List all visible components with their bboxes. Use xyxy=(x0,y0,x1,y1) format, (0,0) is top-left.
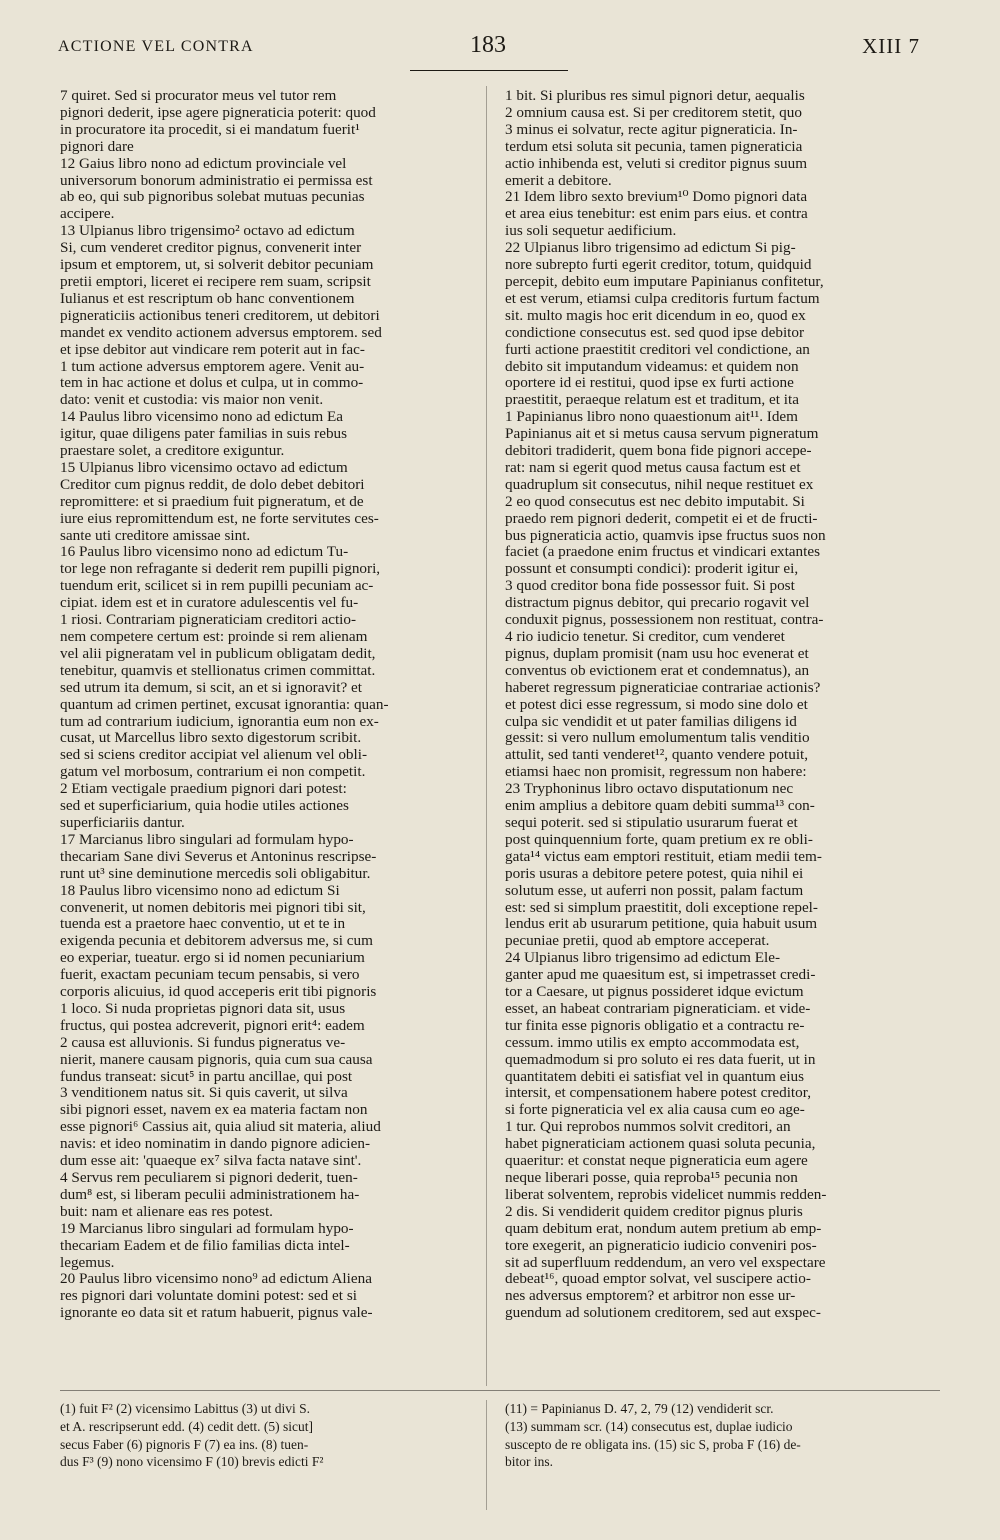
text-line: sed utrum ita demum, si scit, an et si ignoravit? et xyxy=(60,679,362,696)
text-line: furti actione praestitit creditori vel condictione, an xyxy=(505,341,810,358)
text-line: vel alii pigneratam vel in publicum obligatam dedit, xyxy=(60,645,376,662)
text-line: esset, an habeat contrariam pigneraticiam. et vide- xyxy=(505,1000,811,1017)
text-line: esse pignori⁶ Cassius ait, quia aliud sit materia, aliud xyxy=(60,1119,381,1136)
text-line: 15 Ulpianus libro vicensimo octavo ad edictum xyxy=(60,459,348,476)
text-line: ipsum et emptorem, ut, si solverit debitor pecuniam xyxy=(60,257,374,274)
text-line: 1 tum actione adversus emptorem agere. Venit au- xyxy=(60,358,365,375)
text-line: fuerit, exactam pecuniam tecum pensabis, si vero xyxy=(60,967,360,984)
text-line: tor lege non refragante si dederit rem pupilli pignori, xyxy=(60,561,381,578)
footnote-line: et A. rescripserunt edd. (4) cedit dett. (5) sicut] xyxy=(60,1418,314,1434)
text-line: cusat, ut Marcellus libro sexto digestorum scribit. xyxy=(60,730,362,747)
text-line: Iulianus et est rescriptum ob hanc conventionem xyxy=(60,290,355,307)
text-line: navis: et ideo nominatim in dando pignore adicien- xyxy=(60,1136,371,1153)
text-line: quaeritur: et constat neque pigneraticia eum agere xyxy=(505,1153,808,1170)
text-line: guendum ad solutionem creditorem, sed aut exspec- xyxy=(505,1305,821,1322)
text-line: 14 Paulus libro vicensimo nono ad edictum Ea xyxy=(60,409,344,426)
text-line: rat: nam si egerit quod metus causa factum est et xyxy=(505,459,801,476)
text-line: Creditor cum pignus reddit, de dolo debet debitori xyxy=(60,476,365,493)
text-line: 12 Gaius libro nono ad edictum provinciale vel xyxy=(60,155,347,172)
text-line: 2 causa est alluvionis. Si fundus pigneratus ve- xyxy=(60,1034,346,1051)
text-line: sit ad superfluum reddendum, an vero vel exspectare xyxy=(505,1254,826,1271)
text-line: actio inhibenda est, veluti si creditor pignus suum xyxy=(505,155,808,172)
text-line: habet pigneraticiam actionem quasi soluta pecunia, xyxy=(505,1136,816,1153)
text-line: liberat solventem, reprobis videlicet nummis redden- xyxy=(505,1186,827,1203)
text-line: tore exegerit, an pigneraticio iudicio conveniri pos- xyxy=(505,1237,817,1254)
text-line: bus pigneraticia actio, quamvis ipse fructus suos non xyxy=(505,527,826,544)
text-line: convenerit, ut nomen debitoris mei pignori tibi sit, xyxy=(60,899,366,916)
text-line: igitur, quae diligens pater familias in suis rebus xyxy=(60,426,348,443)
text-line: attulit, sed tanti venderet¹², quanto vendere potuit, xyxy=(505,747,809,764)
text-line: cipiat. idem est et in curatore adulescentis vel fu- xyxy=(60,595,359,612)
text-line: quadruplum sit consecutus, nihil neque restituet ex xyxy=(505,476,814,493)
footnote-line: dus F³ (9) nono vicensimo F (10) brevis edicti F² xyxy=(60,1454,324,1470)
text-line: legemus. xyxy=(60,1254,115,1271)
text-line: etiamsi haec non promisit, regressum non habere: xyxy=(505,764,807,781)
text-line: fructus, qui postea adcreverit, pignori erit⁴: eadem xyxy=(60,1017,365,1034)
running-head-left: ACTIONE VEL CONTRA xyxy=(58,38,254,55)
text-line: tem in hac actione et dolus et culpa, ut in commo- xyxy=(60,375,364,392)
text-line: nore subrepto furti egerit creditor, totum, quidquid xyxy=(505,257,812,274)
text-line: tum ad contrarium iudicium, ignorantia eum non ex- xyxy=(60,713,379,730)
text-line: quantum ad crimen pertinet, excusat ignorantia: quan- xyxy=(60,696,389,713)
text-line: debitori tradiderit, quem bona fide pignori accepe- xyxy=(505,443,812,460)
text-line: 7 quiret. Sed si procurator meus vel tutor rem xyxy=(60,88,337,104)
text-line: tuenda est a praetore haec conventio, ut et te in xyxy=(60,916,346,933)
text-line: in procuratore ita procedit, si ei mandatum fuerit¹ xyxy=(60,121,360,138)
text-line: iure eius repromittendum est, ne forte servitutes ces- xyxy=(60,510,379,527)
text-line: 23 Tryphoninus libro octavo disputationum nec xyxy=(505,781,794,798)
text-line: poris usuras a debitore petere potest, quia nihil ei xyxy=(505,865,804,882)
footnotes-right xyxy=(505,1400,923,1471)
text-line: buit: nam et alienare eas res potest. xyxy=(60,1203,273,1220)
footnotes-left xyxy=(60,1400,478,1471)
text-line: debito sit imputandum videamus: et quidem non xyxy=(505,358,799,375)
text-line: pignus, duplam promisit (nam usu hoc evenerat et xyxy=(505,645,809,662)
text-line: emerit a debitore. xyxy=(505,172,612,189)
text-line: 18 Paulus libro vicensimo nono ad edictum Si xyxy=(60,882,340,899)
text-line: distractum pignus debitor, qui precario rogavit vel xyxy=(505,595,810,612)
text-line: 24 Ulpianus libro trigensimo ad edictum Ele- xyxy=(505,950,781,967)
page-number: 183 xyxy=(470,32,506,58)
text-line: neque liberari posse, quia reproba¹⁵ pecunia non xyxy=(505,1170,798,1186)
text-line: thecariam Sane divi Severus et Antoninus rescripse- xyxy=(60,848,377,865)
text-line: praedo rem pignori dederit, competit ei et de fructi- xyxy=(505,510,818,527)
text-line: quemadmodum si pro soluto ei res data fuerit, ut in xyxy=(505,1051,816,1068)
text-line: Papinianus ait et si metus causa servum pigneratum xyxy=(505,426,819,443)
text-line: 16 Paulus libro vicensimo nono ad edictum Tu- xyxy=(60,544,349,561)
text-line: sante uti creditore amissae sint. xyxy=(60,527,251,544)
text-line: tor a Caesare, ut pignus possideret idque evictum xyxy=(505,984,804,1001)
text-line: 2 eo quod consecutus est nec debito imputabit. Si xyxy=(505,493,805,510)
text-line: gatum vel morbosum, contrarium ei non competit. xyxy=(60,764,366,781)
text-line: sed et superficiarium, quia hodie utiles actiones xyxy=(60,798,349,815)
text-line: dum esse ait: 'quaeque ex⁷ silva facta natave sint'. xyxy=(60,1153,362,1170)
text-line: dum⁸ est, si liberam peculii administrationem ha- xyxy=(60,1186,360,1203)
text-line: pignori dare xyxy=(60,138,134,155)
text-line: pretii emptori, liceret ei recipere rem suam, scripsit xyxy=(60,273,371,290)
text-line: universorum bonorum administratio ei permissa est xyxy=(60,172,373,189)
text-line: est: sed si simplum praestitit, doli exceptione repel- xyxy=(505,899,818,916)
text-line: eo experiar, tueatur. ergo si id nomen pecuniarium xyxy=(60,950,365,967)
text-line: enim amplius a debitore quam debiti summa¹³ con- xyxy=(505,798,815,815)
text-line: et ipse debitor aut vindicare rem poterit aut in fac- xyxy=(60,341,365,358)
text-line: culpa sic vendidit et ut pater familias diligens id xyxy=(505,713,797,730)
left-text-column xyxy=(60,88,478,1322)
text-line: possunt et consumpti condici): proderit igitur ei, xyxy=(505,561,799,578)
column-divider xyxy=(486,86,487,1386)
text-line: 1 riosi. Contrariam pigneraticiam creditori actio- xyxy=(60,612,357,629)
text-line: thecariam Eadem et de filio familias dicta intel- xyxy=(60,1237,350,1254)
text-line: terdum etsi soluta sit pecunia, tamen pigneraticia xyxy=(505,138,803,155)
text-line: et potest dici esse regressum, si modo sine dolo et xyxy=(505,696,808,713)
text-line: quam debitum erat, nondum autem pretium ab emp- xyxy=(505,1220,822,1237)
text-line: si forte pigneraticia vel ex alia causa cum eo age- xyxy=(505,1102,805,1119)
text-line: 3 venditionem natus sit. Si quis caverit, ut silva xyxy=(60,1085,348,1102)
text-line: 1 bit. Si pluribus res simul pignori detur, aequalis xyxy=(505,88,805,104)
text-line: Si, cum venderet creditor pignus, convenerit inter xyxy=(60,240,362,257)
text-line: 19 Marcianus libro singulari ad formulam hypo- xyxy=(60,1220,354,1237)
text-line: oportere id ei restitui, quod ipse ex furti actione xyxy=(505,375,794,392)
text-line: nierit, manere causam pignoris, quia cum sua causa xyxy=(60,1051,373,1068)
running-head-right: XIII 7 xyxy=(862,34,920,58)
footnote-line: bitor ins. xyxy=(505,1454,554,1470)
right-text-column xyxy=(505,88,923,1322)
text-line: 22 Ulpianus libro trigensimo ad edictum Si pig- xyxy=(505,240,796,257)
text-line: exigenda pecunia et debitorem adversus me, si cum xyxy=(60,933,373,950)
text-line: pigneraticiis actionibus teneri creditorem, ut debitori xyxy=(60,307,380,324)
text-line: faciet (a praedone enim fructus et vindicari extantes xyxy=(505,544,820,561)
footnote-line: (1) fuit F² (2) vicensimo Labittus (3) ut divi S. xyxy=(60,1401,311,1416)
text-line: 21 Idem libro sexto brevium¹⁰ Domo pignori data xyxy=(505,189,808,206)
text-line: 2 omnium causa est. Si per creditorem stetit, quo xyxy=(505,104,802,121)
footnote-rule xyxy=(60,1390,940,1391)
text-line: praestitit, peraeque relatum est et traditum, et ita xyxy=(505,392,799,409)
text-line: ab eo, qui sub pignoribus solebat mutuas pecunias xyxy=(60,189,365,206)
text-line: condictione consecutus est. sed quod ipse debitor xyxy=(505,324,805,341)
text-line: res pignori dari voluntate domini potest: sed et si xyxy=(60,1288,357,1305)
footnote-divider xyxy=(486,1400,487,1510)
text-line: pignori dederit, ipse agere pigneraticia poterit: quod xyxy=(60,104,376,121)
footnote-line: (11) = Papinianus D. 47, 2, 79 (12) vendiderit scr. xyxy=(505,1401,774,1416)
text-line: repromittere: et si praedium fuit pigneratum, et de xyxy=(60,493,364,510)
text-line: conventus ob evictionem erat et condemnatus), an xyxy=(505,662,810,679)
text-line: conduxit pignus, possessionem non restituat, contra- xyxy=(505,612,824,629)
text-line: 3 minus ei solvatur, recte agitur pigneraticia. In- xyxy=(505,121,798,138)
text-line: runt ut³ sine deminutione mercedis soli obligabitur. xyxy=(60,865,371,882)
text-line: quantitatem debiti ei satisfiat vel in quantum eius xyxy=(505,1068,805,1085)
text-line: gessit: si vero nullum emolumentum talis venditio xyxy=(505,730,810,747)
text-line: lendus erit ab usurarum petitione, quia habuit usum xyxy=(505,916,818,933)
text-line: 1 Papinianus libro nono quaestionum ait¹¹. Idem xyxy=(505,409,798,426)
text-line: superficiariis dantur. xyxy=(60,814,185,831)
text-line: tur finita esse pignoris obligatio et a contractu re- xyxy=(505,1017,805,1034)
text-line: intersit, et compensationem habere potest creditor, xyxy=(505,1085,811,1102)
text-line: ganter apud me quaesitum est, si impetrasset credi- xyxy=(505,967,816,984)
text-line: 4 rio iudicio tenetur. Si creditor, cum venderet xyxy=(505,629,785,645)
text-line: 2 dis. Si vendiderit quidem creditor pignus pluris xyxy=(505,1203,803,1220)
text-line: 20 Paulus libro vicensimo nono⁹ ad edictum Aliena xyxy=(60,1271,372,1288)
text-line: 13 Ulpianus libro trigensimo² octavo ad edictum xyxy=(60,223,355,240)
text-line: cessum. immo utilis ex empto accommodata est, xyxy=(505,1034,800,1051)
text-line: mandet ex vendito actionem adversus emptorem. sed xyxy=(60,324,382,341)
text-line: accipere. xyxy=(60,206,115,223)
text-line: sibi pignori esset, navem ex ea materia factam non xyxy=(60,1102,368,1119)
text-line: nes adversus emptorem? et arbitror non esse ur- xyxy=(505,1288,796,1305)
text-line: 1 loco. Si nuda proprietas pignori data sit, usus xyxy=(60,1000,346,1017)
text-line: ignorante eo data sit et ratum habuerit, pignus vale- xyxy=(60,1305,373,1322)
text-line: ius soli sequetur aedificium. xyxy=(505,223,677,240)
text-line: tenebitur, quamvis et stellionatus crimen committat. xyxy=(60,662,376,679)
text-line: sed si sciens creditor accipiat vel alienum vel obli- xyxy=(60,747,368,764)
text-line: solutum esse, ut auferri non possit, palam factum xyxy=(505,882,804,899)
text-line: post quinquennium forte, quam pretium ex re obli- xyxy=(505,831,813,848)
footnote-line: secus Faber (6) pignoris F (7) ea ins. (8) tuen- xyxy=(60,1436,309,1452)
text-line: praestare solet, a creditore exiguntur. xyxy=(60,443,285,460)
footnote-line: suscepto de re obligata ins. (15) sic S, proba F (16) de- xyxy=(505,1436,801,1452)
text-line: 17 Marcianus libro singulari ad formulam hypo- xyxy=(60,831,354,848)
text-line: pecuniae pretii, quod ab emptore acceperat. xyxy=(505,933,770,950)
header-rule xyxy=(410,70,568,71)
text-line: 3 quod creditor bona fide possessor fuit. Si post xyxy=(505,578,795,595)
text-line: 2 Etiam vectigale praedium pignori dari potest: xyxy=(60,781,347,798)
text-line: percepit, debito eum imputare Papinianus confitetur, xyxy=(505,273,824,290)
text-line: corporis alicuius, id quod acceperis erit tibi pignoris xyxy=(60,984,377,1001)
text-line: fundus transeat: sicut⁵ in partu ancillae, qui post xyxy=(60,1068,353,1085)
text-line: tuendum erit, scilicet si in rem pupilli pecuniam ac- xyxy=(60,578,374,595)
text-line: 1 tur. Qui reprobos nummos solvit creditori, an xyxy=(505,1119,791,1136)
text-line: gata¹⁴ victus eam emptori restituit, etiam medii tem- xyxy=(505,848,822,865)
text-line: debeat¹⁶, quoad emptor solvat, vel suscipere actio- xyxy=(505,1271,811,1288)
text-line: dato: venit et custodia: vis maior non venit. xyxy=(60,392,324,409)
text-line: et area eius tenebitur: est enim pars eius. et contra xyxy=(505,206,808,223)
text-line: sit. multo magis hoc erit dicendum in eo, quod ex xyxy=(505,307,806,324)
text-line: et est verum, etiamsi culpa creditoris furtum factum xyxy=(505,290,820,307)
footnote-line: (13) summam scr. (14) consecutus est, duplae iudicio xyxy=(505,1418,793,1434)
text-line: haberet regressum pigneraticiae contrariae actionis? xyxy=(505,679,821,696)
text-line: 4 Servus rem peculiarem si pignori dederit, tuen- xyxy=(60,1170,358,1186)
text-line: nem competere certum est: proinde si rem alienam xyxy=(60,629,368,645)
text-line: sequi poterit. sed si stipulatio usurarum fuerat et xyxy=(505,814,798,831)
